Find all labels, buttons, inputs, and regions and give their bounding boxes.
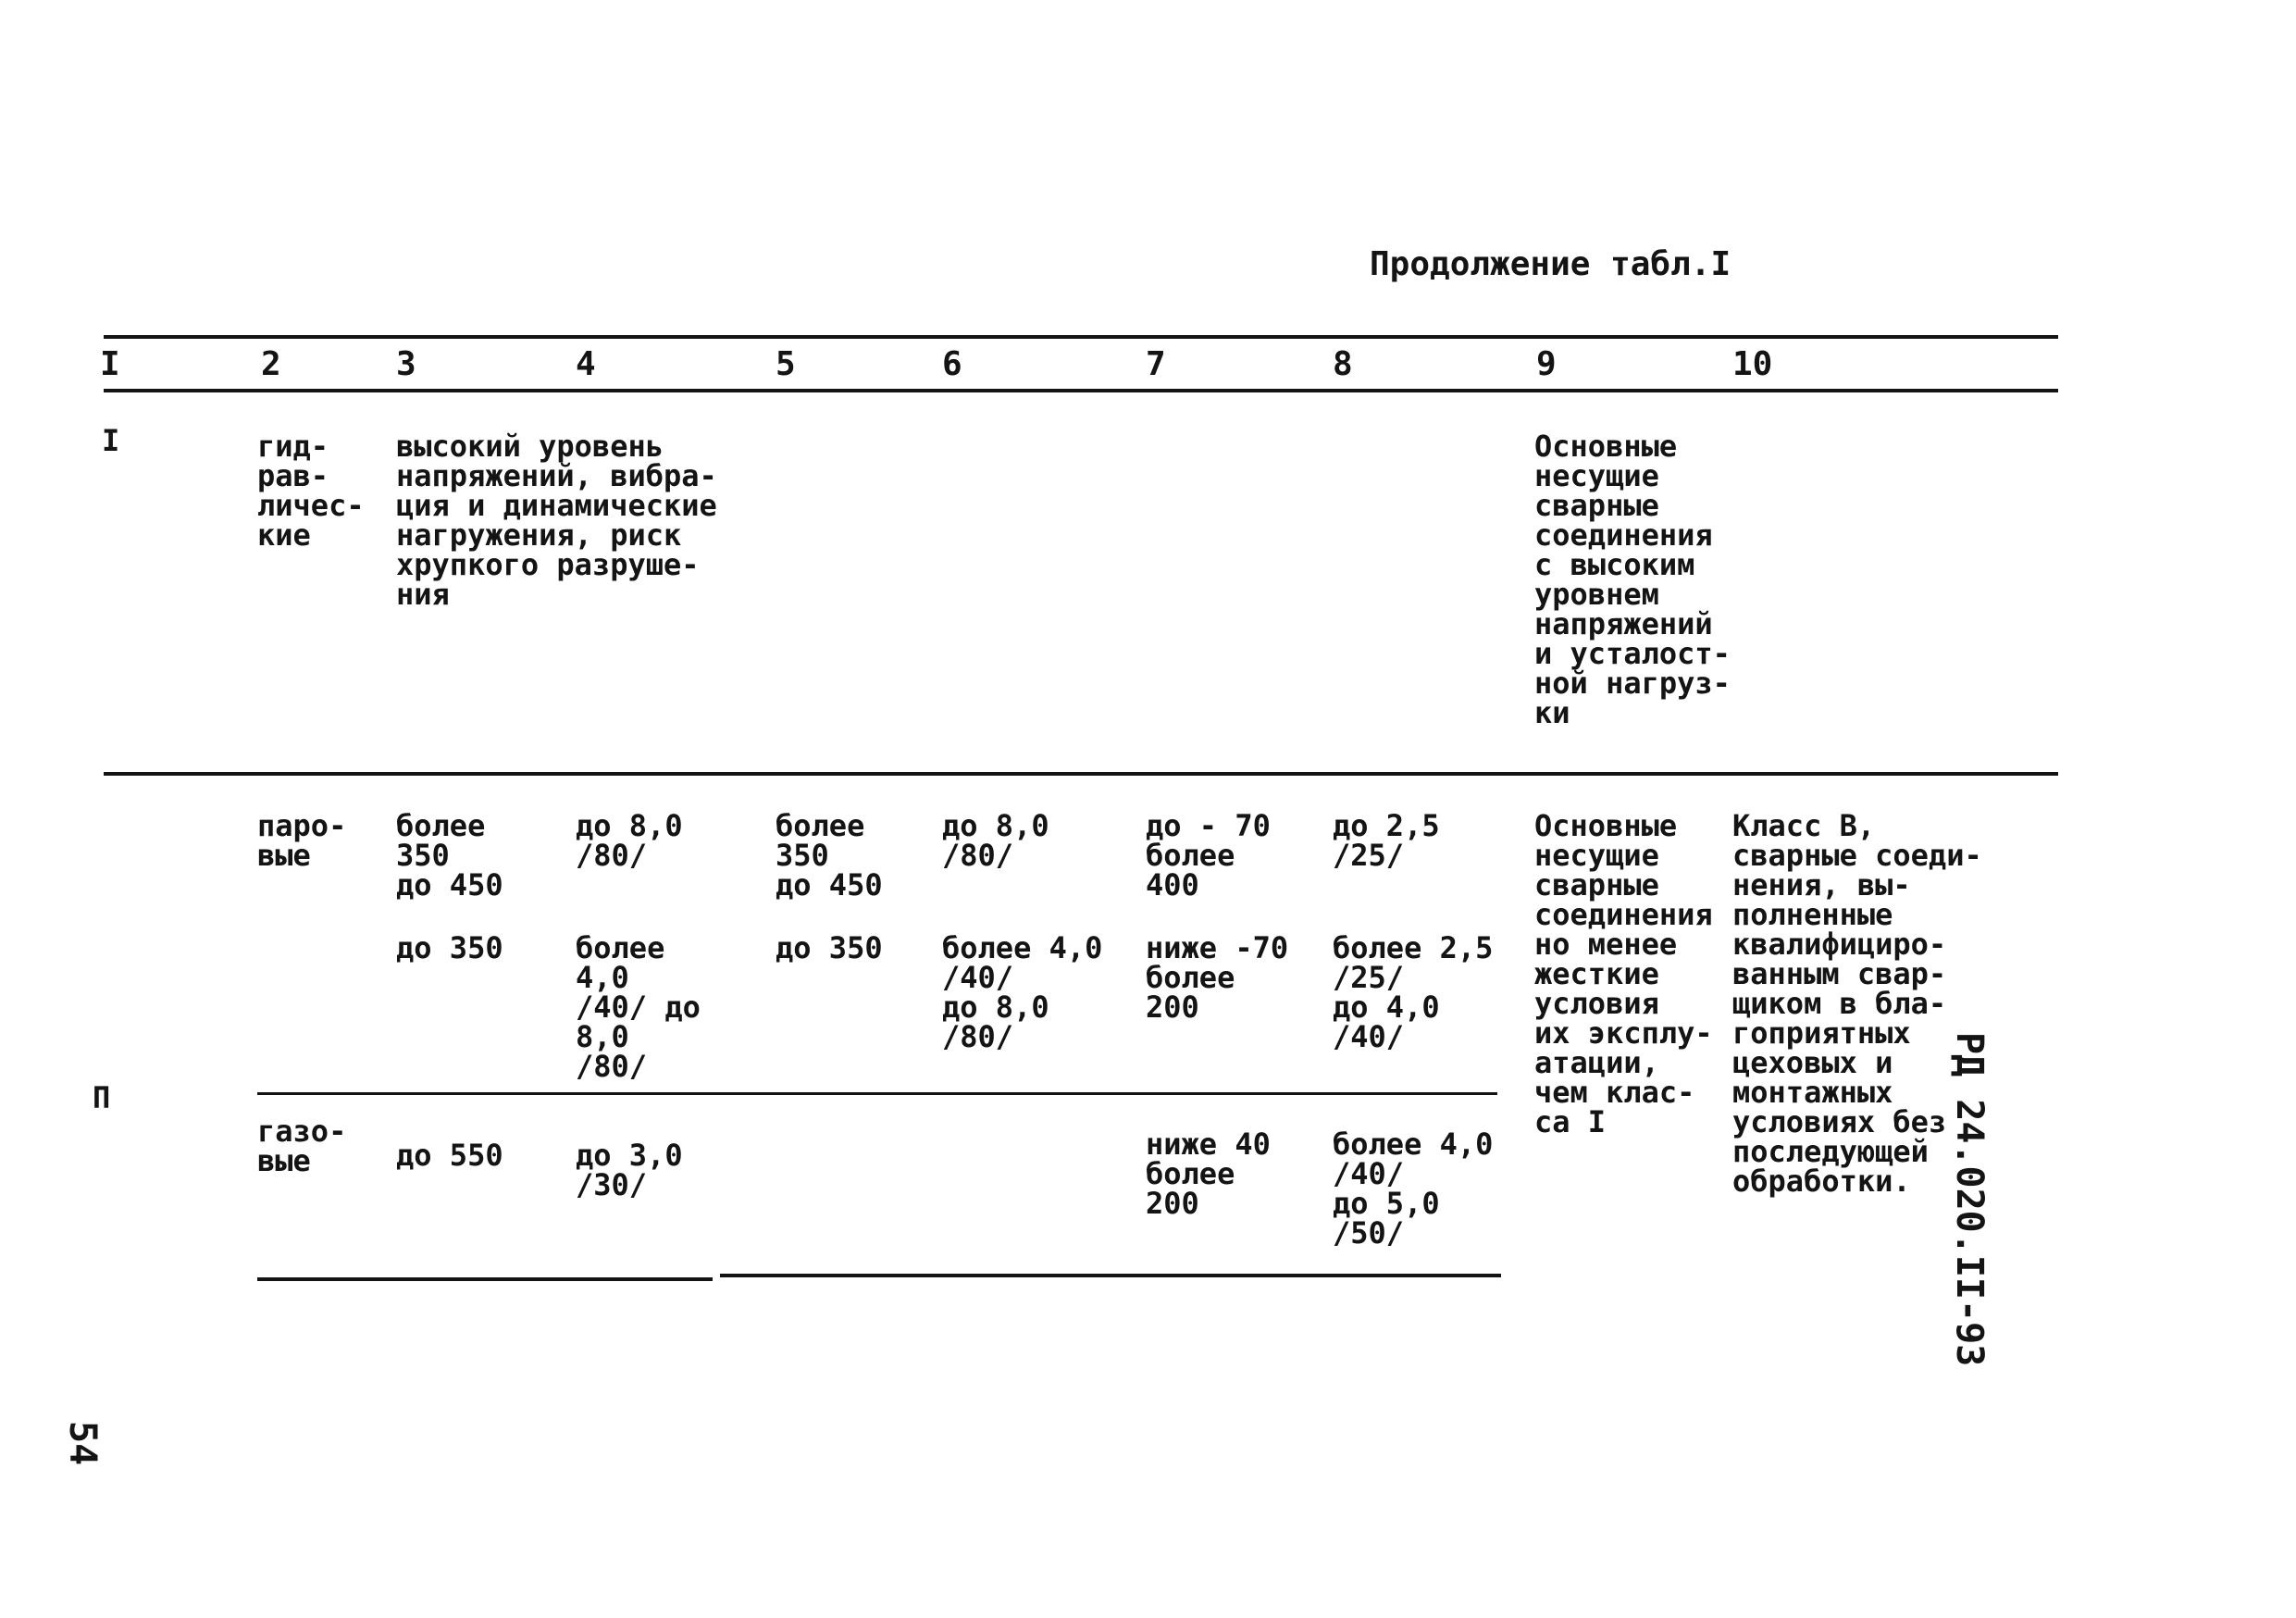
steam-b-col5: до 350 [776,930,883,965]
gas-col7: ниже 40 более 200 [1146,1126,1271,1221]
col-header-9: 9 [1536,345,1557,383]
col-header-6: 6 [942,345,962,383]
steam-a-col5: более 350 до 450 [776,808,883,902]
steam-gas-rule [257,1092,1497,1095]
gas-col4: до 3,0 /30/ [576,1138,683,1202]
table-bottom-rule-left [257,1277,713,1281]
header-top-rule [104,335,2058,339]
header-bottom-rule [104,389,2058,392]
col-header-1: I [100,345,120,383]
col-header-3: 3 [396,345,416,383]
row2-class-b-desc: Класс В, сварные соеди- нения, вы- полненные квалифициро- ванным свар- щиком в бла- гоприятных цеховых и монтажных условиях без последующей обработки. [1732,808,1982,1199]
row1-type: гид- рав- личес- кие [257,429,365,553]
document-code: РД 24.020.II-93 [1948,1032,1991,1367]
row2-class: П [93,1080,111,1115]
page-number: 54 [61,1421,104,1466]
row1-bottom-rule [104,772,2058,776]
col-header-7: 7 [1146,345,1166,383]
col-header-5: 5 [776,345,796,383]
gas-col3: до 550 [396,1138,503,1173]
steam-b-col4: более 4,0 /40/ до 8,0 /80/ [576,930,701,1084]
col-header-4: 4 [576,345,596,383]
row2-joint-desc: Основные несущие сварные соединения но менее жесткие условия их эксплу- атации, чем клас- са I [1534,808,1713,1139]
steam-a-col7: до - 70 более 400 [1146,808,1271,902]
col-header-8: 8 [1333,345,1353,383]
row2-gas-type: газо- вые [257,1114,347,1178]
row1-conditions: высокий уровень напряжений, вибра- ция и динамические нагружения, риск хрупкого разруше- ния [396,429,717,612]
steam-b-col3: до 350 [396,930,503,965]
steam-b-col7: ниже -70 более 200 [1146,930,1289,1025]
steam-b-col6: более 4,0 /40/ до 8,0 /80/ [942,930,1103,1054]
gas-col8: более 4,0 /40/ до 5,0 /50/ [1333,1126,1494,1251]
col-header-2: 2 [261,345,281,383]
steam-a-col4: до 8,0 /80/ [576,808,683,873]
steam-a-col8: до 2,5 /25/ [1333,808,1440,873]
row2-steam-type: паро- вые [257,808,347,873]
col-header-10: 10 [1732,345,1773,383]
table-bottom-rule-right [720,1274,1501,1277]
table-caption: Продолжение табл.I [1370,245,1731,283]
steam-a-col3: более 350 до 450 [396,808,503,902]
row1-joint-desc: Основные несущие сварные соединения с высоким уровнем напряжений и усталост- ной нагруз- ки [1534,429,1731,730]
steam-a-col6: до 8,0 /80/ [942,808,1049,873]
row1-class: I [102,423,120,458]
steam-b-col8: более 2,5 /25/ до 4,0 /40/ [1333,930,1494,1054]
